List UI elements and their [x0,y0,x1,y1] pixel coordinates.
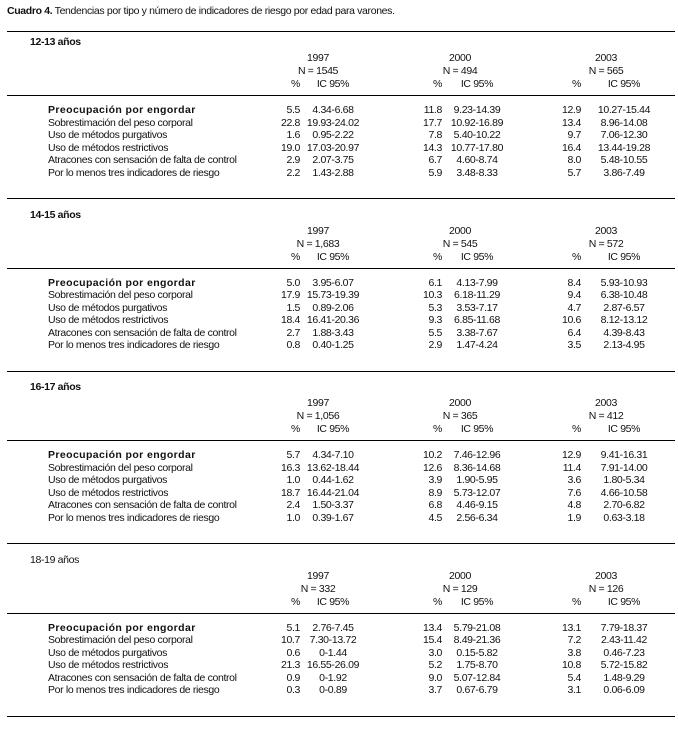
pct-header: % [572,595,581,608]
sample-size: N = 545 [442,237,478,250]
indicator-label: Uso de métodos restrictivos [48,141,169,154]
ci-value: 7.30-13.72 [309,634,357,646]
ic-header: IC 95% [460,595,494,608]
indicator-label: Sobrestimación del peso corporal [48,461,193,474]
ci-value: 9.41-16.31 [600,449,648,461]
indicator-label: Sobrestimación del peso corporal [48,289,193,301]
age-section [0,204,678,377]
ci-value: 5.72-15.82 [600,659,648,671]
ci-value: 10.77-17.80 [450,141,504,154]
ci-value: 6.85-11.68 [454,314,500,326]
indicator-label: Uso de métodos restrictivos [48,314,169,326]
ci-value: 3.48-8.33 [456,166,498,179]
ci-value: 7.06-12.30 [600,129,648,141]
pct-value: 1.0 [286,474,300,486]
ci-value: 5.73-12.07 [453,486,501,499]
ci-value: 2.13-4.95 [603,339,645,351]
pct-value: 19.0 [280,141,300,154]
pct-value: 13.4 [561,116,581,129]
ci-value: 0.46-7.23 [603,646,645,659]
ci-value: 5.93-10.93 [600,276,648,289]
sample-size: N = 129 [442,582,478,595]
header-rule [7,440,675,441]
sample-size: N = 494 [442,65,478,77]
pct-value: 1.0 [286,511,300,524]
pct-value: 2.9 [286,154,300,166]
year-header: 2000 [449,224,471,237]
pct-value: 4.8 [567,499,581,511]
sample-size: N = 1,056 [296,410,340,422]
pct-value: 7.8 [428,129,442,141]
ci-value: 0.44-1.62 [312,474,354,486]
ci-value: 10.27-15.44 [597,104,651,116]
ci-value: 16.41-20.36 [306,314,360,326]
pct-value: 17.9 [280,289,300,301]
ci-value: 4.34-6.68 [312,104,354,116]
pct-value: 3.0 [428,646,442,659]
pct-header: % [433,423,442,435]
ci-value: 0.15-5.82 [456,646,498,659]
ci-value: 5.48-10.55 [600,154,648,166]
ci-value: 8.96-14.08 [600,116,648,129]
indicator-label: Preocupación por engordar [48,621,196,634]
pct-header: % [433,595,442,608]
ci-value: 1.90-5.95 [456,474,498,486]
pct-value: 14.3 [422,141,442,154]
ci-value: 0.40-1.25 [312,339,354,351]
ci-value: 4.34-7.10 [312,449,354,461]
section-bottom-rule [7,543,675,544]
pct-value: 18.7 [280,486,300,499]
pct-value: 15.4 [422,634,442,646]
ic-header: IC 95% [316,250,350,263]
ci-value: 5.40-10.22 [453,129,501,141]
year-header: 1997 [307,224,329,237]
pct-value: 5.3 [428,301,442,314]
pct-value: 21.3 [280,659,300,671]
ci-value: 1.88-3.43 [312,326,354,339]
ci-value: 1.47-4.24 [456,339,498,351]
pct-header: % [572,78,581,90]
indicator-label: Por lo menos tres indicadores de riesgo [48,339,220,351]
ci-value: 0.89-2.06 [312,301,354,314]
ci-value: 9.23-14.39 [453,104,501,116]
ci-value: 0.63-3.18 [603,511,645,524]
pct-value: 1.5 [286,301,300,314]
indicator-label: Preocupación por engordar [48,104,196,116]
age-section [0,31,678,204]
ci-value: 0.39-1.67 [312,511,354,524]
pct-value: 5.1 [286,621,300,634]
section-title: 14-15 años [30,208,81,221]
ci-value: 2.56-6.34 [456,511,498,524]
pct-value: 3.7 [428,684,442,696]
pct-value: 2.7 [286,326,300,339]
ci-value: 15.73-19.39 [306,289,360,301]
ci-value: 0-0.89 [319,684,347,696]
pct-value: 2.2 [286,166,300,179]
ci-value: 2.76-7.45 [312,621,354,634]
ci-value: 4.13-7.99 [456,276,498,289]
pct-header: % [291,78,300,90]
pct-value: 22.8 [280,116,300,129]
pct-value: 5.7 [567,166,581,179]
sample-size: N = 1,683 [296,237,340,250]
year-header: 2000 [449,569,471,582]
indicator-label: Sobrestimación del peso corporal [48,116,193,129]
indicator-label: Uso de métodos purgativos [48,129,168,141]
pct-value: 5.5 [428,326,442,339]
ci-value: 7.91-14.00 [600,461,648,474]
indicator-label: Preocupación por engordar [48,449,196,461]
ic-header: IC 95% [460,250,494,263]
pct-value: 3.5 [567,339,581,351]
sample-size: N = 565 [588,65,624,77]
pct-value: 10.6 [561,314,581,326]
pct-value: 10.3 [422,289,442,301]
section-bottom-rule [7,371,675,372]
ci-value: 7.46-12.96 [453,449,501,461]
ci-value: 8.12-13.12 [600,314,648,326]
pct-header: % [291,250,300,263]
sample-size: N = 332 [300,582,336,595]
pct-value: 12.6 [422,461,442,474]
ci-value: 1.75-8.70 [456,659,498,671]
pct-header: % [433,250,442,263]
ci-value: 2.07-3.75 [312,154,354,166]
ic-header: IC 95% [316,423,350,435]
pct-value: 11.4 [562,461,581,474]
ci-value: 4.60-8.74 [456,154,498,166]
indicator-label: Sobrestimación del peso corporal [48,634,193,646]
pct-value: 18.4 [280,314,300,326]
ic-header: IC 95% [607,595,641,608]
ci-value: 1.50-3.37 [312,499,354,511]
ci-value: 0.06-6.09 [603,684,645,696]
ci-value: 0-1.92 [319,671,347,684]
pct-value: 16.3 [280,461,300,474]
pct-value: 1.9 [567,511,581,524]
year-header: 2003 [595,397,617,409]
ci-value: 1.43-2.88 [312,166,354,179]
ci-value: 4.66-10.58 [600,486,648,499]
pct-value: 13.1 [561,621,581,634]
ci-value: 3.53-7.17 [456,301,498,314]
pct-header: % [572,423,581,435]
ic-header: IC 95% [607,423,641,435]
pct-value: 6.1 [428,276,442,289]
indicator-label: Por lo menos tres indicadores de riesgo [48,166,220,179]
pct-value: 2.9 [428,339,442,351]
indicator-label: Atracones con sensación de falta de control [48,499,237,511]
caption-text: Tendencias por tipo y número de indicadores de riesgo por edad para varones. [54,5,395,17]
section-bottom-rule [7,716,675,717]
pct-value: 5.7 [286,449,300,461]
ci-value: 8.49-21.36 [453,634,501,646]
year-header: 1997 [307,52,329,64]
pct-value: 0.8 [286,339,300,351]
ic-header: IC 95% [607,78,641,90]
age-section [0,549,678,722]
pct-header: % [433,78,442,90]
year-header: 2003 [595,52,617,64]
ic-header: IC 95% [607,250,641,263]
table-caption [7,5,395,17]
ci-value: 16.44-21.04 [306,486,360,499]
caption-label: Cuadro 4. [7,5,53,17]
pct-value: 1.6 [286,129,300,141]
ci-value: 2.70-6.82 [603,499,645,511]
header-rule [7,268,675,269]
ci-value: 19.93-24.02 [306,116,360,129]
indicator-label: Atracones con sensación de falta de control [48,326,237,339]
pct-value: 12.9 [561,449,581,461]
pct-value: 0.9 [286,671,300,684]
ic-header: IC 95% [316,595,350,608]
pct-value: 13.4 [422,621,442,634]
year-header: 2000 [449,52,471,64]
pct-value: 4.7 [567,301,581,314]
ci-value: 0.95-2.22 [312,129,354,141]
ci-value: 4.46-9.15 [456,499,498,511]
indicator-label: Uso de métodos purgativos [48,301,168,314]
pct-value: 8.9 [428,486,442,499]
pct-header: % [572,250,581,263]
ic-header: IC 95% [460,78,494,90]
pct-value: 12.9 [561,104,581,116]
year-header: 2003 [595,224,617,237]
indicator-label: Por lo menos tres indicadores de riesgo [48,511,220,524]
sample-size: N = 126 [588,582,624,595]
age-section [0,376,678,549]
indicator-label: Atracones con sensación de falta de control [48,154,237,166]
pct-value: 17.7 [422,116,442,129]
year-header: 1997 [307,569,329,582]
section-title: 16-17 años [30,381,81,393]
pct-value: 8.0 [567,154,581,166]
ic-header: IC 95% [316,78,350,90]
ci-value: 2.87-6.57 [603,301,645,314]
sample-size: N = 412 [588,410,624,422]
ci-value: 1.48-9.29 [603,671,645,684]
pct-value: 10.2 [422,449,442,461]
pct-value: 0.3 [286,684,300,696]
indicator-label: Uso de métodos purgativos [48,474,168,486]
indicator-label: Uso de métodos restrictivos [48,486,169,499]
ci-value: 5.79-21.08 [453,621,501,634]
indicator-label: Preocupación por engordar [48,276,196,289]
pct-value: 9.7 [567,129,581,141]
sample-size: N = 572 [588,237,624,250]
pct-value: 6.8 [428,499,442,511]
pct-header: % [291,595,300,608]
ic-header: IC 95% [460,423,494,435]
year-header: 1997 [307,397,329,409]
pct-value: 3.6 [567,474,581,486]
pct-value: 3.8 [567,646,581,659]
pct-value: 9.4 [567,289,581,301]
pct-value: 11.8 [423,104,442,116]
ci-value: 6.38-10.48 [600,289,648,301]
section-title: 18-19 años [30,553,80,566]
pct-value: 10.7 [280,634,300,646]
section-bottom-rule [7,198,675,199]
pct-value: 3.1 [567,684,581,696]
pct-value: 5.9 [428,166,442,179]
year-header: 2000 [449,397,471,409]
header-rule [7,613,675,614]
pct-value: 8.4 [567,276,581,289]
pct-value: 4.5 [428,511,442,524]
sample-size: N = 365 [442,410,478,422]
indicator-label: Atracones con sensación de falta de control [48,671,237,684]
pct-value: 10.8 [561,659,581,671]
ci-value: 3.95-6.07 [312,276,354,289]
ci-value: 6.18-11.29 [454,289,500,301]
ci-value: 4.39-8.43 [603,326,645,339]
ci-value: 13.62-18.44 [306,461,360,474]
indicator-label: Uso de métodos purgativos [48,646,168,659]
sample-size: N = 1545 [297,65,339,77]
ci-value: 16.55-26.09 [306,659,360,671]
pct-value: 0.6 [286,646,300,659]
pct-value: 6.7 [428,154,442,166]
ci-value: 7.79-18.37 [600,621,648,634]
pct-value: 5.2 [428,659,442,671]
pct-value: 9.3 [428,314,442,326]
header-rule [7,95,675,96]
pct-value: 2.4 [286,499,300,511]
pct-value: 3.9 [428,474,442,486]
section-title: 12-13 años [30,36,81,48]
pct-value: 16.4 [561,141,581,154]
ci-value: 2.43-11.42 [601,634,647,646]
indicator-label: Uso de métodos restrictivos [48,659,169,671]
ci-value: 0.67-6.79 [456,684,498,696]
pct-value: 6.4 [567,326,581,339]
pct-value: 5.4 [567,671,581,684]
indicator-label: Por lo menos tres indicadores de riesgo [48,684,220,696]
ci-value: 13.44-19.28 [597,141,651,154]
ci-value: 17.03-20.97 [306,141,360,154]
ci-value: 10.92-16.89 [450,116,504,129]
pct-header: % [291,423,300,435]
ci-value: 5.07-12.84 [453,671,501,684]
pct-value: 5.5 [286,104,300,116]
ci-value: 0-1.44 [319,646,347,659]
ci-value: 8.36-14.68 [453,461,501,474]
ci-value: 3.86-7.49 [603,166,645,179]
year-header: 2003 [595,569,617,582]
pct-value: 5.0 [286,276,300,289]
ci-value: 3.38-7.67 [456,326,498,339]
pct-value: 9.0 [428,671,442,684]
pct-value: 7.6 [567,486,581,499]
pct-value: 7.2 [567,634,581,646]
ci-value: 1.80-5.34 [603,474,645,486]
